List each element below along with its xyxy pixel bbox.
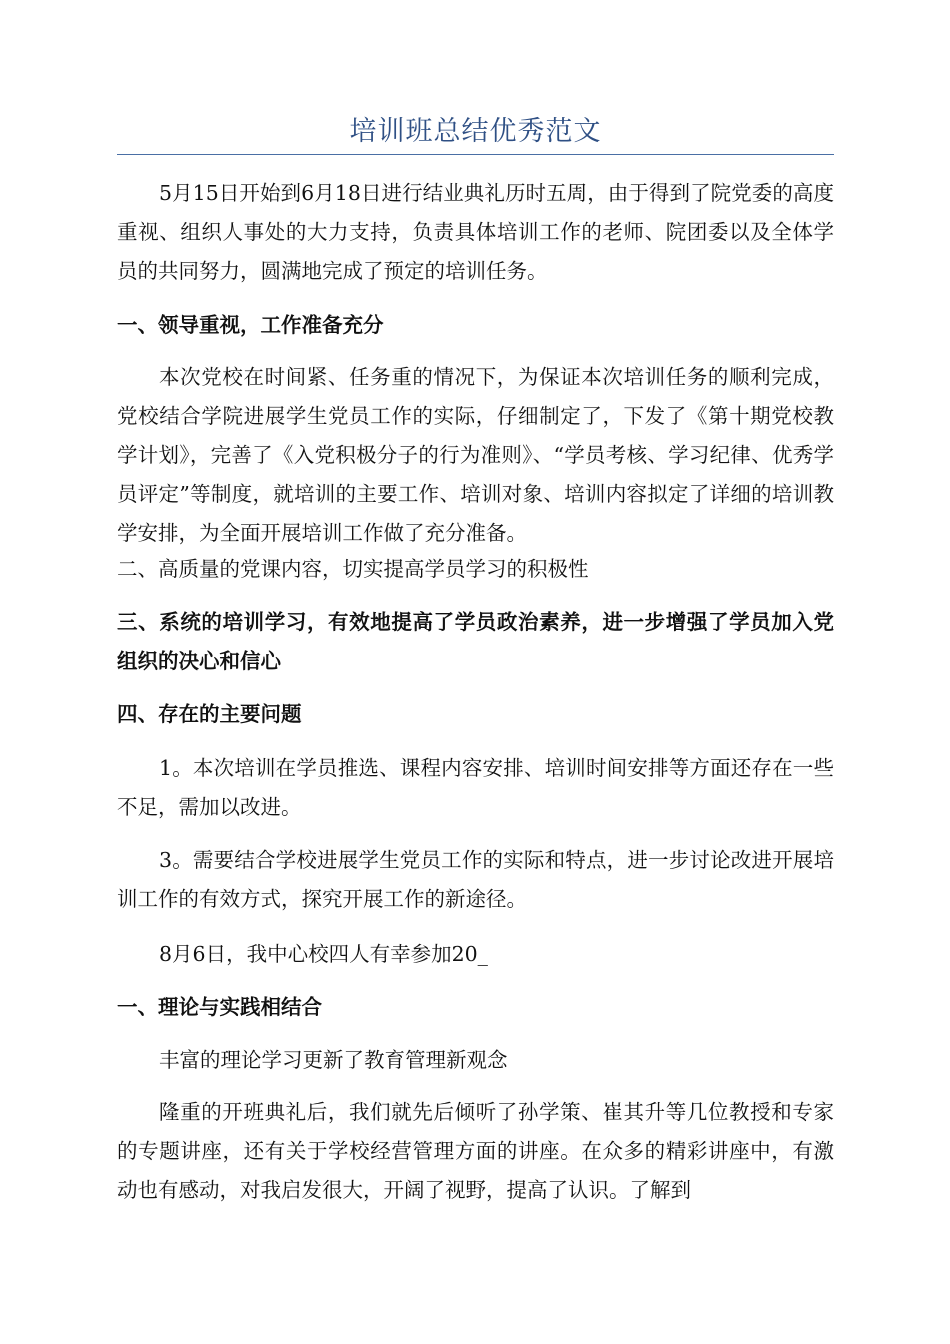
intro-paragraph: 5月15日开始到6月18日进行结业典礼历时五周，由于得到了院党委的高度重视、组织人事处的大力支持，负责具体培训工作的老师、院团委以及全体学员的共同努力，圆满地完成了预定的培训任务。 (117, 181, 834, 283)
subheading-paragraph: 丰富的理论学习更新了教育管理新观念 (159, 1048, 508, 1072)
title-underline (117, 154, 834, 155)
section-1-paragraph: 本次党校在时间紧、任务重的情况下，为保证本次培训任务的顺利完成，党校结合学院进展学生党员工作的实际，仔细制定了，下发了《第十期党校教学计划》，完善了《入党积极分子的行为准则》、“学员考核、学习纪律、优秀学员评定”等制度，就培训的主要工作、培训对象、培训内容拟定了详细的培训教学安排，为全面开展培训工作做了充分准备。 (117, 365, 834, 545)
date-paragraph: 8月6日，我中心校四人有幸参加20_ (159, 942, 488, 966)
lecture-paragraph: 隆重的开班典礼后，我们就先后倾听了孙学策、崔其升等几位教授和专家的专题讲座，还有关于学校经营管理方面的讲座。在众多的精彩讲座中，有激动也有感动，对我启发很大，开阔了视野，提高了认识。了解到 (117, 1100, 834, 1202)
issue-paragraph-3: 3。需要结合学校进展学生党员工作的实际和特点，进一步讨论改进开展培训工作的有效方式，探究开展工作的新途径。 (117, 848, 834, 911)
section-heading-3: 三、系统的培训学习，有效地提高了学员政治素养，进一步增强了学员加入党组织的决心和信心 (117, 610, 834, 673)
issue-paragraph-1: 1。本次培训在学员推选、课程内容安排、培训时间安排等方面还存在一些不足，需加以改进。 (117, 756, 834, 819)
document-title: 培训班总结优秀范文 (349, 116, 602, 147)
section-heading-4: 四、存在的主要问题 (117, 702, 302, 726)
section-heading-2: 二、高质量的党课内容，切实提高学员学习的积极性 (117, 557, 589, 581)
section-heading-5: 一、理论与实践相结合 (117, 995, 322, 1019)
section-heading-1: 一、领导重视，工作准备充分 (117, 313, 384, 337)
